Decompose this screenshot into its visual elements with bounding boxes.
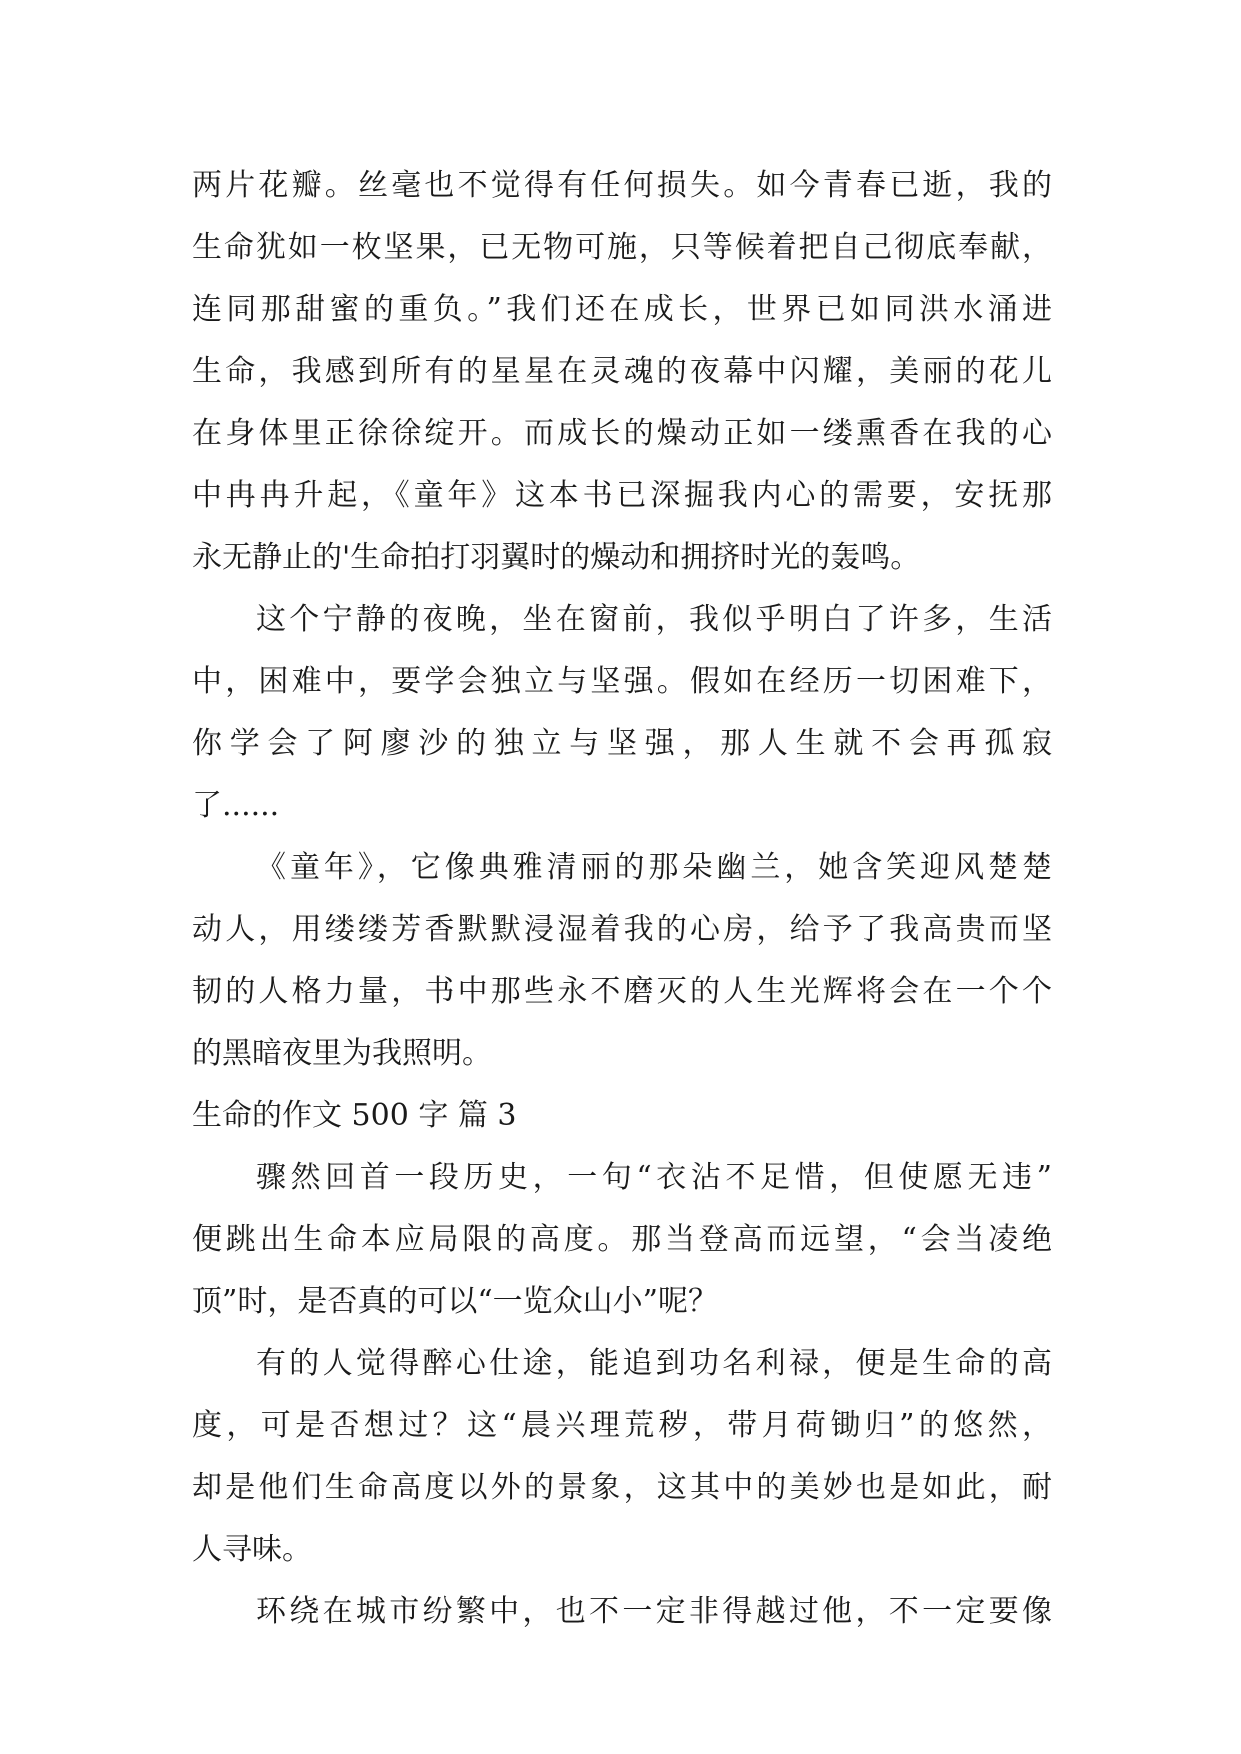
text-line-21: 却是他们生命高度以外的景象，这其中的美妙也是如此，耐: [192, 1470, 1052, 1505]
text-line-17: 便跳出生命本应局限的高度。那当登高而远望，“会当凌绝: [192, 1222, 1052, 1257]
text-line-18: 顶”时，是否真的可以“一览众山小”呢？: [192, 1284, 719, 1319]
text-line-6: 中冉冉升起，《童年》这本书已深掘我内心的需要，安抚那: [192, 478, 1052, 513]
text-line-19: 有的人觉得醉心仕途，能追到功名利禄，便是生命的高: [256, 1346, 1052, 1381]
text-line-8: 这个宁静的夜晚，坐在窗前，我似乎明白了许多，生活: [256, 602, 1052, 637]
text-line-14: 韧的人格力量，书中那些永不磨灭的人生光辉将会在一个个: [192, 974, 1052, 1009]
text-line-10: 你学会了阿廖沙的独立与坚强，那人生就不会再孤寂: [192, 726, 1052, 761]
section-heading: 生命的作文 500 字 篇 3: [192, 1098, 517, 1133]
text-line-15: 的黑暗夜里为我照明。: [192, 1036, 492, 1071]
text-line-22: 人寻味。: [192, 1532, 312, 1567]
text-line-4: 生命，我感到所有的星星在灵魂的夜幕中闪耀，美丽的花儿: [192, 354, 1052, 389]
text-line-3: 连同那甜蜜的重负。”我们还在成长，世界已如同洪水涌进: [192, 292, 1052, 327]
text-line-12: 《童年》，它像典雅清丽的那朵幽兰，她含笑迎风楚楚: [256, 850, 1052, 885]
text-line-13: 动人，用缕缕芳香默默浸湿着我的心房，给予了我高贵而坚: [192, 912, 1052, 947]
text-line-2: 生命犹如一枚坚果，已无物可施，只等候着把自己彻底奉献，: [192, 230, 1052, 265]
text-line-16: 骤然回首一段历史，一句“衣沾不足惜，但使愿无违”: [256, 1160, 1052, 1195]
text-line-23: 环绕在城市纷繁中，也不一定非得越过他，不一定要像: [256, 1594, 1052, 1629]
text-line-11: 了......: [192, 788, 280, 823]
text-line-9: 中，困难中，要学会独立与坚强。假如在经历一切困难下，: [192, 664, 1052, 699]
text-line-7: 永无静止的'生命拍打羽翼时的燥动和拥挤时光的轰鸣。: [192, 540, 921, 575]
text-line-20: 度，可是否想过？这“晨兴理荒秽，带月荷锄归”的悠然，: [192, 1408, 1052, 1443]
text-line-5: 在身体里正徐徐绽开。而成长的燥动正如一缕熏香在我的心: [192, 416, 1052, 451]
text-line-1: 两片花瓣。丝毫也不觉得有任何损失。如今青春已逝，我的: [192, 168, 1052, 203]
